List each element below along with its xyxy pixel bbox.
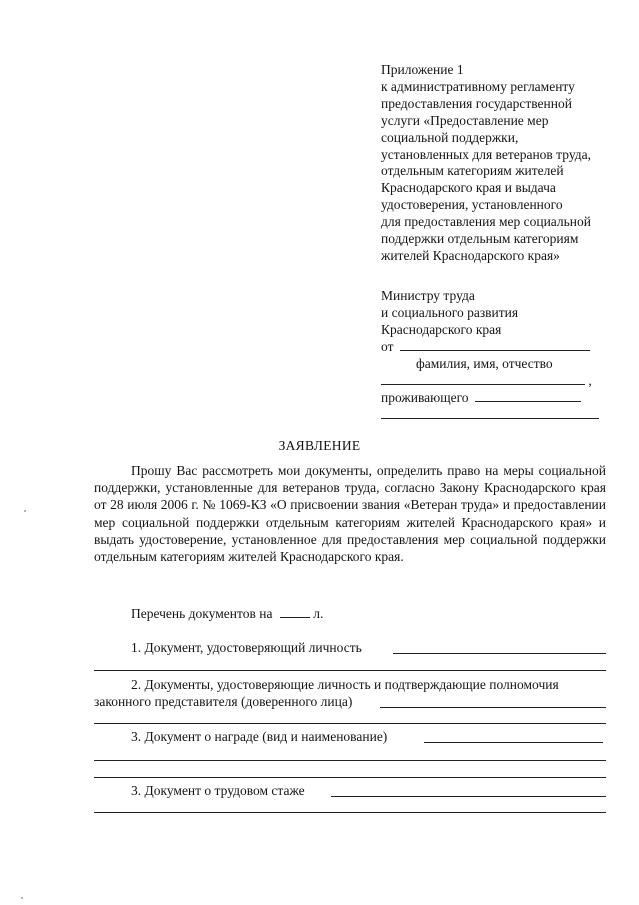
item-work-record-label: 3. Документ о трудовом стаже [131,783,305,798]
document-title: ЗАЯВЛЕНИЕ [278,438,361,453]
name-continuation-row [381,372,599,389]
residing-label: проживающего [381,390,469,405]
item-identity-field[interactable] [393,653,606,654]
from-row [381,338,599,355]
annex-block [381,62,591,265]
address-row [381,406,599,423]
item-representative-field[interactable] [380,707,606,708]
scan-speck [24,510,26,512]
annex-line: Краснодарского края и выдача [381,180,556,196]
annex-line: отдельным категориям жителей [381,163,564,179]
item-award-field-line3[interactable] [94,777,606,778]
addressee-line: и социального развития [381,305,519,320]
item-work-record-field-line2[interactable] [94,812,606,813]
from-name-field[interactable] [400,338,590,351]
annex-line: удостоверения, установленного [381,197,563,213]
addressee-line: Краснодарского края [381,322,502,337]
addressee-line: Министру труда [381,288,475,303]
item-representative-field-line2[interactable] [94,723,606,724]
annex-line: поддержки отдельным категориям [381,231,579,247]
item-work-record-field[interactable] [331,796,606,797]
doc-list-suffix: л. [313,606,324,621]
item-award-field-line2[interactable] [94,760,606,761]
item-award-label: 3. Документ о награде (вид и наименование) [131,729,388,744]
doc-list-row [131,605,323,622]
addressee-block [381,287,599,423]
annex-line: услуги «Предоставление мер [381,112,549,128]
application-body-text: Прошу Вас рассмотреть мои документы, определить право на меры социальной поддержки, установленные для ветеранов труда, согласно Закону Краснодарского края от 28 июля 2006 г. № 1069-КЗ «О присвоении звания «Ветеран труда» и предоставлении мер социальной поддержки отдельным категориям жителей Краснодарского края» и выдать удостоверение, установленное для предоставления мер социальной поддержки отдельным категориям жителей Краснодарского края. [94,463,606,565]
item-representative-label-2: законного представителя (доверенного лица) [94,694,353,709]
name-caption: фамилия, имя, отчество [416,356,553,371]
annex-line: социальной поддержки, [381,129,519,145]
annex-line: для предоставления мер социальной [381,214,591,230]
residing-field[interactable] [475,389,581,402]
annex-line: предоставления государственной [381,95,572,111]
annex-line: к административному регламенту [381,78,575,94]
item-award-field[interactable] [424,742,603,743]
name-continuation-field[interactable] [381,372,585,385]
scan-speck [21,897,23,899]
residing-row [381,389,599,406]
comma: , [588,373,592,388]
doc-count-field[interactable] [280,605,310,618]
address-field[interactable] [381,406,599,419]
item-identity-label: 1. Документ, удостоверяющий личность [131,640,362,655]
item-identity-field-line2[interactable] [94,670,606,671]
annex-line: жителей Краснодарского края» [381,247,560,263]
item-representative-label-1: 2. Документы, удостоверяющие личность и подтверждающие полномочия [131,677,559,692]
annex-line: Приложение 1 [381,62,464,77]
annex-line: установленных для ветеранов труда, [381,146,591,162]
from-label: от [381,339,394,354]
doc-list-label: Перечень документов на [131,606,273,621]
